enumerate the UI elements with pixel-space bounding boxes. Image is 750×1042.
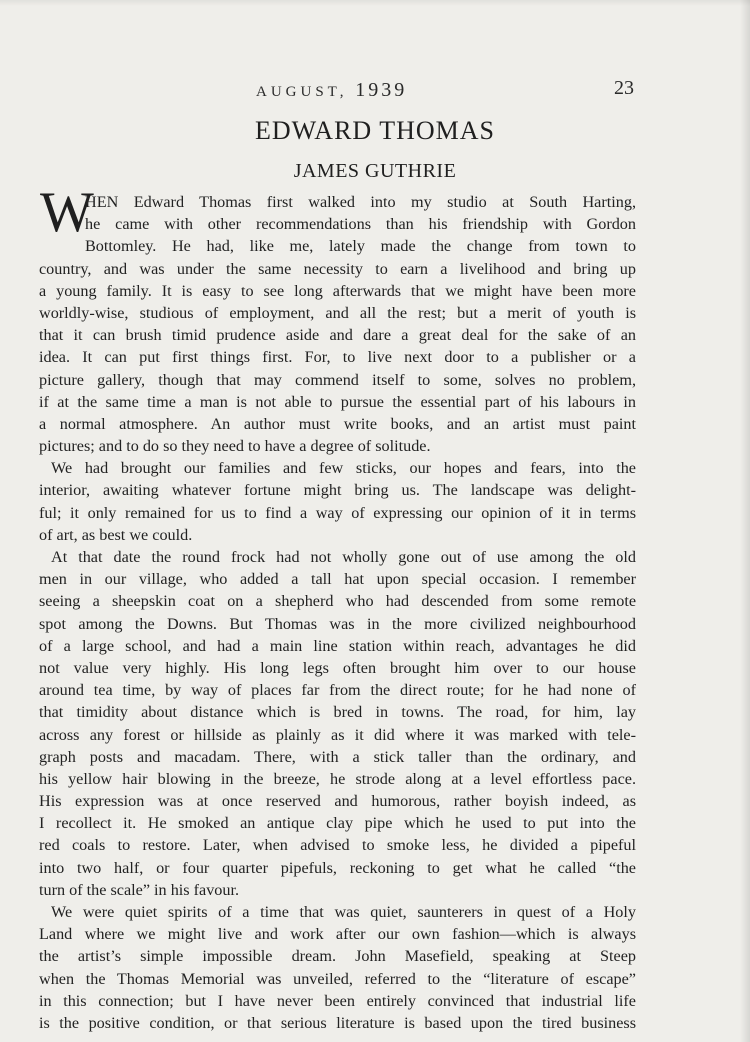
- text-line: graph posts and macadam. There, with a stick taller than the ordinary, and: [39, 747, 636, 766]
- text-line: worldly-wise, studious of employment, and all the rest; but a merit of youth is: [39, 303, 636, 322]
- text-line: when the Thomas Memorial was unveiled, referred to the “literature of escape”: [39, 969, 636, 988]
- running-head-year: 1939: [355, 79, 408, 101]
- text-line: a young family. It is easy to see long afterwards that we might have been more: [39, 281, 636, 300]
- text-line: HEN Edward Thomas first walked into my studio at South Harting,: [85, 193, 636, 211]
- text-line: red coals to restore. Later, when advised to smoke less, he divided a pipeful: [39, 836, 636, 855]
- text-line: Land where we might live and work after our own fashion—which is always: [39, 925, 636, 944]
- text-line: picture gallery, though that may commend itself to some, solves no problem,: [39, 370, 636, 389]
- text-line: of a large school, and had a main line station within reach, advantages he did: [39, 636, 636, 655]
- running-head: [256, 79, 407, 102]
- text-line: the artist’s simple impossible dream. John Masefield, speaking at Steep: [39, 947, 636, 966]
- text-line: turn of the scale” in his favour.: [39, 880, 240, 899]
- text-line: not value very highly. His long legs often brought him over to our house: [39, 658, 636, 677]
- text-line: around tea time, by way of places far from the direct route; for he had none of: [39, 681, 636, 700]
- text-line: Bottomley. He had, like me, lately made the change from town to: [85, 237, 636, 256]
- text-line: country, and was under the same necessity to earn a livelihood and bring up: [39, 259, 636, 278]
- text-line: if at the same time a man is not able to pursue the essential part of his labours in: [39, 392, 636, 411]
- text-line: pictures; and to do so they need to have a degree of solitude.: [39, 437, 431, 456]
- text-line: into two half, or four quarter pipefuls, reckoning to get what he called “the: [39, 858, 636, 877]
- text-line: his yellow hair blowing in the breeze, he strode along at a level effortless pace.: [39, 769, 636, 788]
- text-line: men in our village, who added a tall hat upon special occasion. I remember: [39, 570, 636, 589]
- page-edge-shadow: [740, 0, 750, 1042]
- text-line: in this connection; but I have never been entirely convinced that industrial life: [39, 991, 636, 1010]
- text-line: he came with other recommendations than his friendship with Gordon: [85, 215, 636, 234]
- article-author: JAMES GUTHRIE: [293, 160, 457, 182]
- text-line: idea. It can put first things first. For, to live next door to a publisher or a: [39, 348, 636, 367]
- running-head-month: AUGUST,: [256, 84, 348, 100]
- text-line: of art, as best we could.: [39, 525, 193, 544]
- text-line: spot among the Downs. But Thomas was in the more civilized neighbourhood: [39, 614, 636, 633]
- article-title: EDWARD THOMAS: [254, 116, 496, 145]
- text-line: I recollect it. He smoked an antique clay pipe which he used to put into the: [39, 814, 636, 833]
- drop-cap: W: [40, 181, 94, 244]
- text-line: We were quiet spirits of a time that was quiet, saunterers in quest of a Holy: [51, 903, 636, 921]
- text-line: that timidity about distance which is bred in towns. The road, for him, lay: [39, 703, 636, 722]
- text-line: seeing a sheepskin coat on a shepherd who had descended from some remote: [39, 592, 636, 611]
- text-line: that it can brush timid prudence aside and dare a great deal for the sake of an: [39, 326, 636, 345]
- text-line: interior, awaiting whatever fortune might bring us. The landscape was delight-: [39, 481, 636, 500]
- text-line: At that date the round frock had not wholly gone out of use among the old: [51, 548, 636, 566]
- text-line: a normal atmosphere. An author must write books, and an artist must paint: [39, 414, 636, 433]
- text-line: is the positive condition, or that serious literature is based upon the tired business: [39, 1013, 636, 1032]
- text-line: ful; it only remained for us to find a way of expressing our opinion of it in terms: [39, 503, 636, 522]
- article-body: [39, 191, 636, 1034]
- text-line: across any forest or hillside as plainly as it did where it was marked with tele-: [39, 725, 636, 744]
- text-line: His expression was at once reserved and humorous, rather boyish indeed, as: [39, 792, 636, 811]
- page-top-shadow: [0, 0, 750, 6]
- text-line: We had brought our families and few sticks, our hopes and fears, into the: [51, 459, 636, 478]
- page-number: 23: [614, 77, 634, 99]
